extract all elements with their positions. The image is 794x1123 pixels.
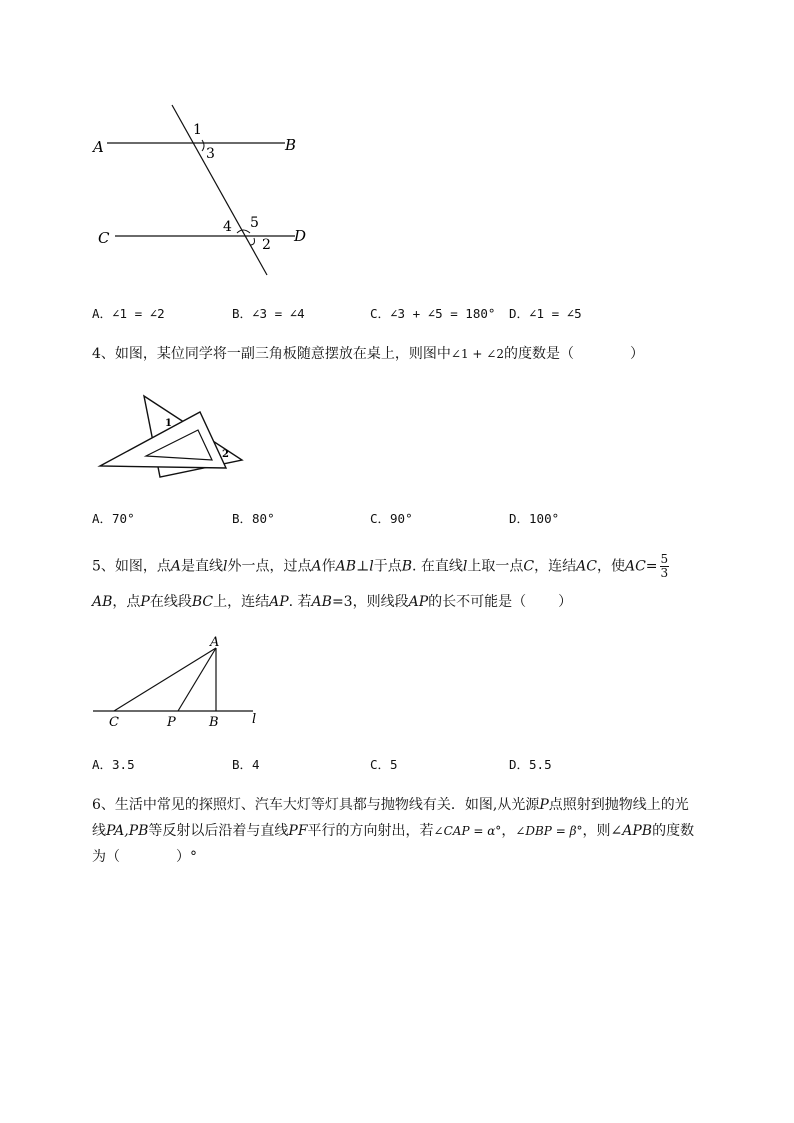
option-letter: A． — [92, 757, 113, 772]
text: 等反射以后沿着与直线 — [148, 823, 289, 839]
option-text: 70° — [112, 511, 135, 526]
point-B: B — [401, 558, 413, 575]
label-l: l — [252, 712, 257, 727]
label-angle-3: 3 — [206, 146, 215, 162]
question-number: 4、 — [92, 346, 115, 362]
label-A: A — [210, 635, 220, 650]
label-angle-2: 2 — [222, 449, 229, 460]
text: 在线段 — [149, 594, 192, 610]
q4-set-squares-figure — [92, 388, 252, 483]
angle-cap-expr: ∠CAP = α° — [433, 824, 502, 838]
fraction-numerator: 5 — [660, 552, 669, 566]
q5-option-c[interactable] — [370, 755, 398, 773]
label-P: P — [167, 715, 176, 728]
segment-AP — [178, 648, 216, 711]
q5-option-a[interactable] — [92, 755, 135, 773]
option-text: 90° — [390, 511, 413, 526]
option-letter: D． — [509, 306, 530, 321]
point-P: P — [140, 594, 150, 610]
text: 是直线 — [181, 558, 224, 575]
label-D: D — [294, 227, 307, 245]
point-C: C — [523, 558, 535, 575]
option-text: 80° — [252, 511, 275, 526]
text: 的度数 — [652, 823, 695, 839]
line-l: l — [369, 558, 374, 575]
option-text: 5 — [390, 757, 398, 772]
q4-option-b[interactable] — [232, 509, 275, 527]
q4-stem-a: 如图，某位同学将一副三角板随意摆放在桌上，则图中 — [114, 346, 451, 362]
equals: = — [645, 558, 658, 575]
text: 生活中常见的探照灯、汽车大灯等灯具都与抛物线有关．如图,从光源 — [114, 797, 540, 813]
text: . 若 — [288, 594, 312, 610]
perp-symbol: ⊥ — [356, 558, 370, 575]
label-B: B — [209, 715, 219, 728]
text: =3，则线段 — [331, 594, 409, 610]
question-number: 6、 — [92, 797, 115, 813]
point-A: A — [170, 558, 182, 575]
option-letter: B． — [232, 757, 253, 772]
transversal — [172, 105, 267, 275]
option-text: 4 — [252, 757, 260, 772]
segment-AC: AC — [624, 558, 646, 575]
text: 上，连结 — [213, 594, 270, 610]
text: ）° — [176, 849, 197, 865]
line-l: l — [462, 558, 468, 575]
q5-triangle-figure — [85, 633, 270, 728]
q5-option-d[interactable] — [509, 755, 552, 773]
option-text: ∠3 = ∠4 — [252, 306, 305, 321]
q4-option-d[interactable] — [509, 509, 559, 527]
text: 为（ — [92, 849, 120, 865]
segment-AC: AC — [576, 558, 597, 575]
q4-stem-b: 的度数是（ — [503, 346, 574, 362]
option-letter: D． — [509, 511, 530, 526]
q3-option-b[interactable] — [232, 304, 305, 322]
angle-arc-2 — [250, 238, 255, 245]
text: ， — [501, 823, 516, 839]
option-letter: D． — [509, 757, 530, 772]
option-text: ∠3 + ∠5 = 180° — [390, 306, 496, 321]
point-A: A — [311, 558, 322, 575]
label-B: B — [285, 136, 297, 154]
segment-AP: AP — [408, 594, 429, 610]
segment-AB: AB — [335, 558, 357, 575]
q3-option-c[interactable] — [370, 304, 495, 322]
label-C: C — [98, 229, 110, 247]
q6-stem-line1 — [92, 794, 689, 816]
text: 如图，点 — [114, 558, 171, 575]
q5-stem-line2 — [92, 591, 572, 613]
q6-stem-line3 — [92, 846, 197, 868]
text: ，使 — [596, 558, 625, 575]
angle-arc-1 — [202, 140, 204, 151]
segment-AP: AP — [269, 594, 289, 610]
q4-stem-close: ） — [629, 346, 644, 362]
text: 线 — [92, 823, 106, 839]
label-A: A — [93, 138, 104, 156]
option-letter: C． — [370, 306, 391, 321]
option-letter: B． — [232, 511, 253, 526]
point-P: P — [539, 797, 549, 813]
q4-option-c[interactable] — [370, 509, 413, 527]
q3-parallel-lines-figure — [80, 95, 330, 285]
text: 点照射到抛物线上的光 — [548, 797, 689, 813]
text: 上取一点 — [467, 558, 524, 575]
option-text: ∠1 = ∠5 — [529, 306, 582, 321]
label-angle-4: 4 — [223, 219, 232, 235]
label-angle-1: 1 — [193, 122, 202, 138]
question-number: 5、 — [92, 558, 115, 575]
q6-stem-line2 — [92, 820, 694, 842]
angle-dbp-expr: ∠DBP = β° — [515, 824, 583, 838]
q4-option-a[interactable] — [92, 509, 135, 527]
label-angle-5: 5 — [250, 215, 259, 231]
text: ，则 — [582, 823, 611, 839]
text: 于点 — [373, 558, 402, 575]
segment-BC: BC — [191, 594, 214, 610]
label-angle-1: 1 — [165, 418, 172, 429]
angle-apb: ∠APB — [610, 823, 653, 839]
text: 作 — [321, 558, 336, 575]
segment-PF: PF — [288, 823, 308, 839]
option-text: 100° — [529, 511, 560, 526]
option-text: 5.5 — [529, 757, 552, 772]
option-text: 3.5 — [112, 757, 135, 772]
fraction-denominator: 3 — [660, 566, 669, 580]
q3-option-a[interactable] — [92, 304, 165, 322]
text: ，点 — [112, 594, 141, 610]
line-l: l — [223, 558, 228, 575]
label-angle-2: 2 — [262, 237, 271, 253]
segments-PA-PB: PA,PB — [106, 823, 149, 839]
option-letter: A． — [92, 306, 113, 321]
text: 外一点，过点 — [227, 558, 312, 575]
q5-stem-line1 — [92, 553, 669, 580]
fraction-five-thirds — [660, 553, 670, 580]
option-letter: B． — [232, 306, 253, 321]
text: 平行的方向射出，若 — [307, 823, 434, 839]
text: ） — [558, 594, 573, 610]
option-text: ∠1 = ∠2 — [112, 306, 165, 321]
q5-option-b[interactable] — [232, 755, 260, 773]
option-letter: C． — [370, 511, 391, 526]
text: . 在直线 — [412, 558, 463, 575]
segment-AB: AB — [311, 594, 332, 610]
label-C: C — [109, 715, 119, 728]
segment-AC — [114, 648, 216, 711]
option-letter: A． — [92, 511, 113, 526]
q3-option-d[interactable] — [509, 304, 582, 322]
q4-stem-expr: ∠1 + ∠2 — [450, 347, 504, 361]
text: 的长不可能是（ — [428, 594, 527, 610]
option-letter: C． — [370, 757, 391, 772]
q4-stem — [92, 343, 644, 365]
text: ，连结 — [534, 558, 577, 575]
segment-AB: AB — [92, 594, 113, 610]
